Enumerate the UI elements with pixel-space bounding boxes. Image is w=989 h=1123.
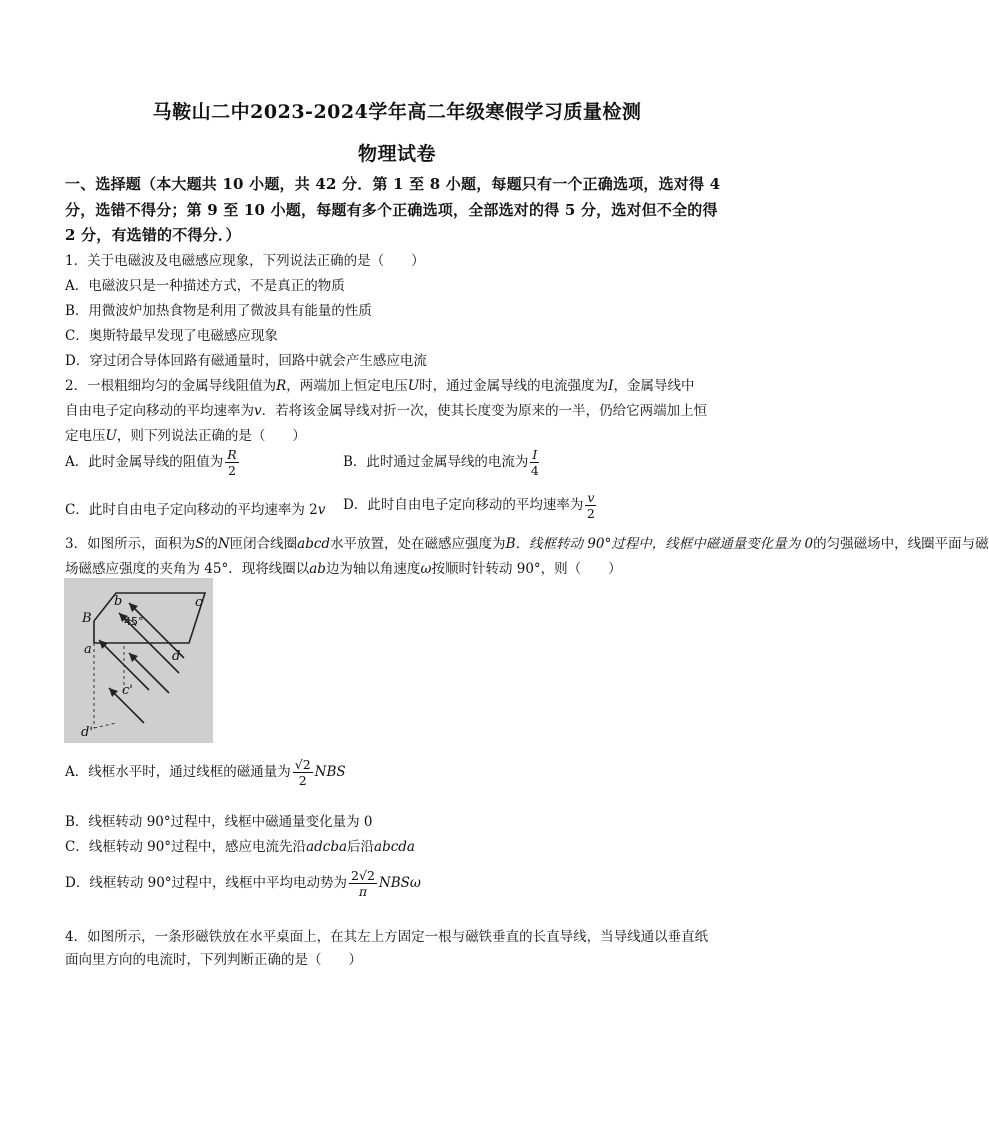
fraction: $\frac{I}{4}$: [530, 447, 539, 478]
q1-option-a: A．电磁波只是一种描述方式，不是真正的物质: [65, 278, 345, 294]
q1-option-c: C．奥斯特最早发现了电磁感应现象: [65, 328, 278, 344]
q1-stem: 1．关于电磁波及电磁感应现象，下列说法正确的是（ ）: [65, 253, 425, 269]
q4-stem-line-1: 4．如图所示，一条形磁铁放在水平桌面上，在其左上方固定一根与磁铁垂直的长直导线，当导线通以垂直纸: [65, 929, 709, 945]
q1-option-b: B．用微波炉加热食物是利用了微波具有能量的性质: [65, 303, 372, 319]
page-title: 马鞍山二中2023-2024学年高二年级寒假学习质量检测: [152, 101, 642, 123]
q2-option-c: C．此时自由电子定向移动的平均速率为 2v: [65, 502, 326, 518]
label-d-prime: d': [81, 725, 93, 740]
label-b-field: B: [82, 611, 92, 626]
section-instructions-line-2: 分，选错不得分；第 9 至 10 小题，每题有多个正确选项，全部选对的得 5 分，选对但不全的得: [65, 201, 718, 219]
q3-option-a: A．线框水平时，通过线框的磁通量为 $\frac{√2}{2}$ NBS: [65, 757, 346, 788]
q2-option-d: D．此时自由电子定向移动的平均速率为 $\frac{v}{2}$: [343, 490, 595, 521]
q3-option-d: D．线框转动 90°过程中，线框中平均电动势为 $\frac{2√2}{\pi}$ NBSω: [65, 868, 421, 899]
section-instructions-line-3: 2 分，有选错的不得分．）: [65, 226, 241, 244]
fraction: $\frac{2√2}{\pi}$: [351, 868, 375, 899]
fraction: $\frac{v}{2}$: [586, 490, 595, 521]
q2-stem-line-1: 2．一根粗细均匀的金属导线阻值为R，两端加上恒定电压U时，通过金属导线的电流强度为I，金属导线中: [65, 378, 695, 394]
q2-stem-line-2: 自由电子定向移动的平均速率为v．若将该金属导线对折一次，使其长度变为原来的一半，仍给它两端加上恒: [65, 403, 708, 419]
angle-label: 45°: [124, 615, 144, 628]
q4-stem-line-2: 面向里方向的电流时，下列判断正确的是（ ）: [65, 952, 362, 968]
coil-diagram: [64, 578, 213, 743]
q2-option-b: B．此时通过金属导线的电流为 $\frac{I}{4}$: [343, 447, 539, 478]
q2-option-a: A．此时金属导线的阻值为 $\frac{R}{2}$: [65, 447, 237, 478]
label-a: a: [84, 642, 92, 657]
q3-option-c: C．线框转动 90°过程中，感应电流先沿adcba后沿abcda: [65, 839, 415, 855]
page-subtitle: 物理试卷: [357, 143, 436, 165]
label-d: d: [172, 649, 181, 664]
q1-option-d: D．穿过闭合导体回路有磁通量时，回路中就会产生感应电流: [65, 353, 427, 369]
section-instructions-line-1: 一、选择题（本大题共 10 小题，共 42 分．第 1 至 8 小题，每题只有一个正确选项，选对得 4: [65, 175, 721, 193]
q2-stem-line-3: 定电压U，则下列说法正确的是（ ）: [65, 428, 306, 444]
q3-option-b: B．线框转动 90°过程中，线框中磁通量变化量为 0: [65, 814, 373, 830]
q3-figure: [64, 578, 213, 743]
q3-stem-line-1: 3．如图所示，面积为S的N匝闭合线圈abcd水平放置，处在磁感应强度为B．线框转动 90°过程中，线框中磁通量变化量为 0的匀强磁场中，线圈平面与磁: [65, 536, 989, 552]
fraction: $\frac{√2}{2}$: [294, 757, 311, 788]
label-c: c: [195, 595, 203, 610]
q3-stem-line-2: 场磁感应强度的夹角为 45°．现将线圈以ab边为轴以角速度ω按顺时针转动 90°，则（ ）: [65, 561, 622, 577]
fraction: $\frac{R}{2}$: [227, 447, 237, 478]
label-b: b: [114, 594, 123, 609]
label-c-prime: c': [122, 683, 133, 698]
